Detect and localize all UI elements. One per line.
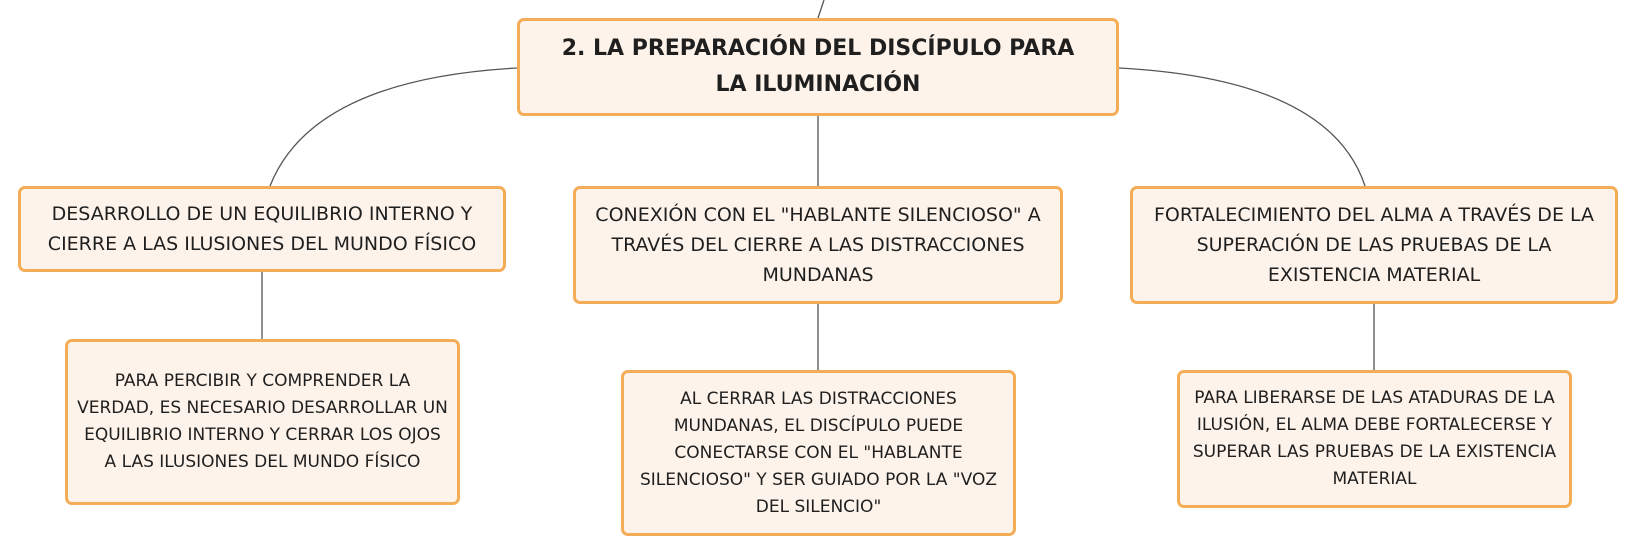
detail-topic-2-text: AL CERRAR LAS DISTRACCIONES MUNDANAS, EL DISCÍPULO PUEDE CONECTARSE CON EL "HABLANTE SILENCIOSO" Y SER GUIADO POR LA "VOZ DEL SILENCIO" — [640, 388, 997, 517]
branch-topic-2-text: CONEXIÓN CON EL "HABLANTE SILENCIOSO" A TRAVÉS DEL CIERRE A LAS DISTRACCIONES MUNDANAS — [595, 204, 1041, 286]
connector-root-to-branch-3 — [1119, 68, 1365, 186]
detail-topic-1[interactable] — [65, 339, 460, 505]
root-topic-text: 2. LA PREPARACIÓN DEL DISCÍPULO PARA LA ILUMINACIÓN — [561, 36, 1075, 97]
branch-topic-3[interactable] — [1130, 186, 1618, 304]
branch-topic-1-text: DESARROLLO DE UN EQUILIBRIO INTERNO Y CIERRE A LAS ILUSIONES DEL MUNDO FÍSICO — [47, 203, 477, 255]
root-topic[interactable] — [517, 18, 1119, 116]
detail-topic-2[interactable] — [621, 370, 1016, 536]
connector-parent-to-root — [818, 0, 824, 18]
branch-topic-2[interactable] — [573, 186, 1063, 304]
connector-root-to-branch-1 — [270, 68, 517, 186]
branch-topic-1[interactable] — [18, 186, 506, 272]
detail-topic-3[interactable] — [1177, 370, 1572, 508]
branch-topic-3-text: FORTALECIMIENTO DEL ALMA A TRAVÉS DE LA SUPERACIÓN DE LAS PRUEBAS DE LA EXISTENCIA MATERIAL — [1153, 204, 1595, 286]
detail-topic-3-text: PARA LIBERARSE DE LAS ATADURAS DE LA ILUSIÓN, EL ALMA DEBE FORTALECERSE Y SUPERAR LAS PRUEBAS DE LA EXISTENCIA MATERIAL — [1192, 388, 1557, 489]
detail-topic-1-text: PARA PERCIBIR Y COMPRENDER LA VERDAD, ES NECESARIO DESARROLLAR UN EQUILIBRIO INTERNO Y CERRAR LOS OJOS A LAS ILUSIONES DEL MUNDO FÍSICO — [77, 371, 448, 472]
